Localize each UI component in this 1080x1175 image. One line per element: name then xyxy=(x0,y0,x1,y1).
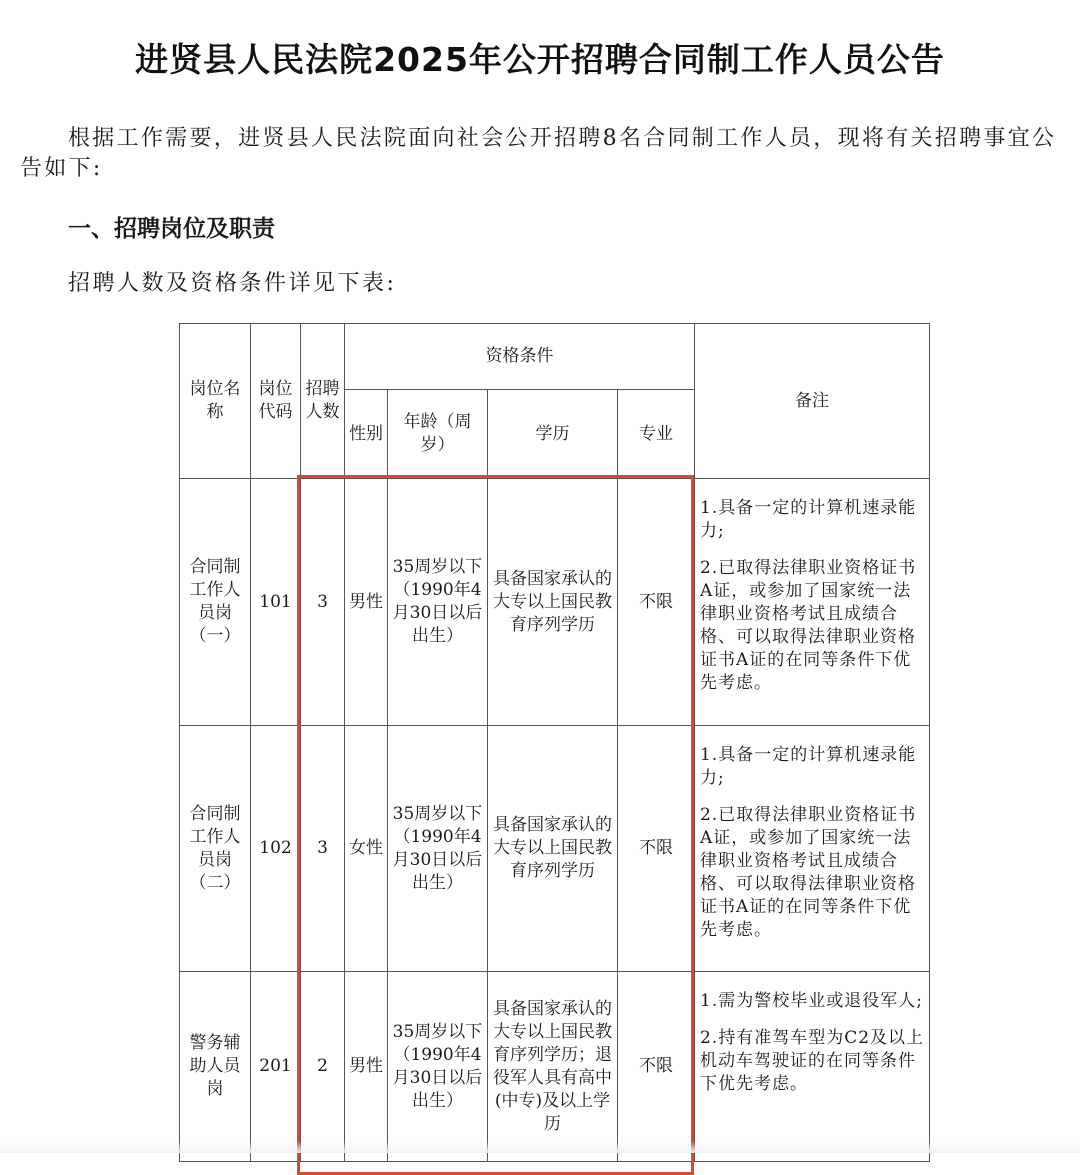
header-qualifications: 资格条件 xyxy=(345,324,695,390)
cell-age: 35周岁以下（1990年4月30日以后出生） xyxy=(388,972,488,1162)
section-heading: 一、招聘岗位及职责 xyxy=(68,216,275,242)
header-position: 岗位名称 xyxy=(180,324,251,479)
page-title: 进贤县人民法院2025年公开招聘合同制工作人员公告 xyxy=(135,40,945,80)
cell-position: 警务辅助人员岗 xyxy=(180,972,251,1162)
header-major: 专业 xyxy=(618,390,695,479)
remark-item: 1.需为警校毕业或退役军人; xyxy=(700,991,923,1011)
cell-count: 3 xyxy=(301,479,345,726)
cell-position: 合同制工作人员岗（二） xyxy=(180,726,251,972)
cell-remarks xyxy=(695,726,930,972)
header-code: 岗位代码 xyxy=(251,324,301,479)
bottom-fade xyxy=(0,1141,1080,1153)
cell-major: 不限 xyxy=(618,726,695,972)
cell-code: 201 xyxy=(251,972,301,1162)
cell-code: 101 xyxy=(251,479,301,726)
remark-item: 1.具备一定的计算机速录能力; xyxy=(700,745,917,788)
cell-major: 不限 xyxy=(618,972,695,1162)
cell-age: 35周岁以下（1990年4月30日以后出生） xyxy=(388,479,488,726)
table-row xyxy=(180,972,930,1162)
cell-remarks xyxy=(695,972,930,1162)
cell-gender: 男性 xyxy=(345,479,388,726)
cell-count: 3 xyxy=(301,726,345,972)
cell-education: 具备国家承认的大专以上国民教育序列学历 xyxy=(488,726,618,972)
header-education: 学历 xyxy=(488,390,618,479)
cell-education: 具备国家承认的大专以上国民教育序列学历；退役军人具有高中(中专)及以上学历 xyxy=(488,972,618,1162)
cell-code: 102 xyxy=(251,726,301,972)
remark-item: 2.持有准驾车型为C2及以上机动车驾驶证的在同等条件下优先考虑。 xyxy=(700,1028,925,1094)
header-age: 年龄（周岁） xyxy=(388,390,488,479)
cell-gender: 男性 xyxy=(345,972,388,1162)
cell-remarks xyxy=(695,479,930,726)
cell-gender: 女性 xyxy=(345,726,388,972)
remark-item: 1.具备一定的计算机速录能力; xyxy=(700,498,917,541)
cell-education: 具备国家承认的大专以上国民教育序列学历 xyxy=(488,479,618,726)
cell-count: 2 xyxy=(301,972,345,1162)
table-row xyxy=(180,726,930,972)
header-count: 招聘人数 xyxy=(301,324,345,479)
cell-major: 不限 xyxy=(618,479,695,726)
table-intro: 招聘人数及资格条件详见下表: xyxy=(68,271,397,296)
table-row xyxy=(180,479,930,726)
cell-position: 合同制工作人员岗（一） xyxy=(180,479,251,726)
cell-age: 35周岁以下（1990年4月30日以后出生） xyxy=(388,726,488,972)
header-gender: 性别 xyxy=(345,390,388,479)
intro-paragraph: 根据工作需要，进贤县人民法院面向社会公开招聘8名合同制工作人员，现将有关招聘事宜公告如下: xyxy=(20,126,1057,181)
recruitment-table xyxy=(179,323,930,1162)
remark-item: 2.已取得法律职业资格证书A证，或参加了国家统一法律职业资格考试且成绩合格、可以取得法律职业资格证书A证的在同等条件下优先考虑。 xyxy=(700,558,917,693)
header-remarks: 备注 xyxy=(695,324,930,479)
remark-item: 2.已取得法律职业资格证书A证，或参加了国家统一法律职业资格考试且成绩合格、可以取得法律职业资格证书A证的在同等条件下优先考虑。 xyxy=(700,805,917,940)
